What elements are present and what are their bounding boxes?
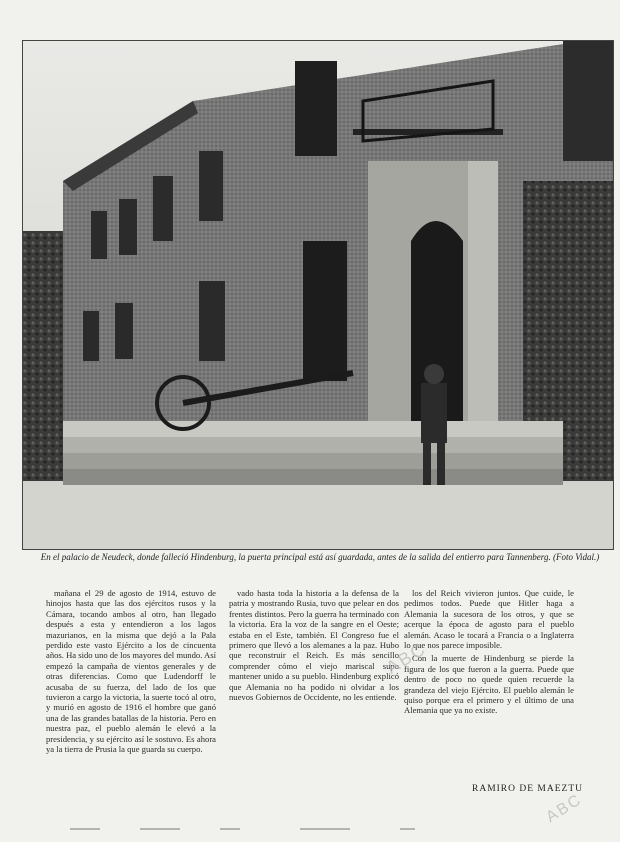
column-2-text: vado hasta toda la historia a la defensa de la patria y mostrando Rusia, tuvo que pelear en dos frentes distintos. Pero la guerra ha terminado con la victoria. Era la voz de la sangre en el Oeste; estaba en el Este, también. El Congreso fue el primero que llevó a los alemanes a la paz. Hubo que reconstruir el Reich. Es más sencillo comprender cómo el viejo mariscal supo mantener unido a su pueblo. Hindenburg explicó que Alemania no ha podido ni olvidar a los nuevos Gobiernos de Occidente, no les entiende. bbox=[229, 588, 399, 703]
column-3-text-2: Con la muerte de Hindenburg se pierde la figura de los que fueron a la guerra. Puede que dentro de poco no quede quien recuerde la grandeza del viejo Ejército. El pueblo alemán le quiso porque era el primero y el último de una Alemania que ya no existe. bbox=[404, 653, 574, 716]
article-column-1 bbox=[46, 588, 216, 755]
watermark-bottom: ABC bbox=[543, 791, 586, 827]
print-artifacts bbox=[70, 826, 550, 832]
author-signature: RAMIRO DE MAEZTU bbox=[472, 784, 583, 794]
watermark-middle: ABC bbox=[382, 638, 430, 678]
photo-illustration bbox=[23, 41, 613, 549]
article-column-3 bbox=[404, 588, 574, 716]
photo-caption: En el palacio de Neudeck, donde falleció Hindenburg, la puerta principal está así guardada, antes de la salida del entierro para Tannenberg. (Foto Vidal.) bbox=[40, 552, 600, 562]
column-3-text: los del Reich vivieron juntos. Que cuide, le pedimos todos. Puede que Hitler haga a Alemania la sucesora de los otros, y que se acerque la época de agosto para el pueblo alemán. Acaso le tocará a Francia o a Inglaterra lo que nos parece imposible. bbox=[404, 588, 574, 651]
article-column-2 bbox=[229, 588, 399, 702]
photograph-palace bbox=[22, 40, 614, 550]
column-1-text: mañana el 29 de agosto de 1914, estuvo de hinojos hasta que las dos ejércitos rusos y la Cámara, tocando ambos al otro, han llegado después a esta y entendieron a los lagos mazurianos, en la misma que dejó a la Pala perdido este vasto Ejército a los de cincuenta años. Ha sido uno de los mayores del mundo. Así empezó la campaña de vientos generales y de otras diferencias. Como que Ludendorff le acusaba de su fuerza, del lado de los que tuvieron a cargo la victoria, la suerte tocó al otro, y murió en agosto de 1916 el hombre que ganó una de las grandes batallas de la historia. Pero en nuestra paz, el pueblo alemán le elevó a la presidencia, y su ejército así le sostuvo. Es ahora ya la tierra de Prusia la que guarda su cuerpo. bbox=[46, 588, 216, 755]
